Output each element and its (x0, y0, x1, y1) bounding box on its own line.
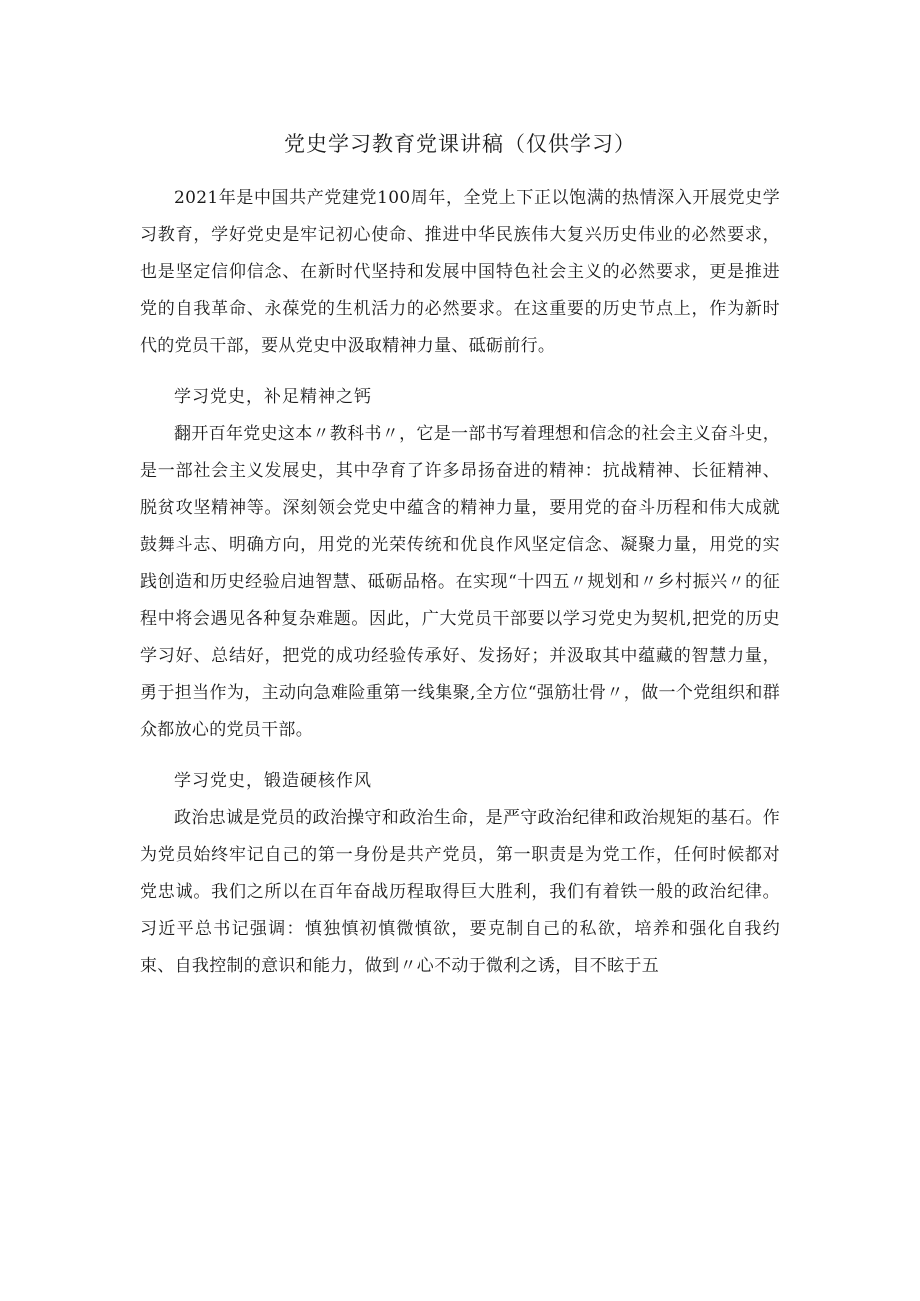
section-paragraph-spirit: 翻开百年党史这本〃教科书〃，它是一部书写着理想和信念的社会主义奋斗史，是一部社会主义发展史，其中孕育了许多昂扬奋进的精神：抗战精神、长征精神、脱贫攻坚精神等。深刻领会党史中蕴含的精神力量，要用党的奋斗历程和伟大成就鼓舞斗志、明确方向，用党的光荣传统和优良作风坚定信念、凝聚力量，用党的实践创造和历史经验启迪智慧、砥砺品格。在实现“十四五〃规划和〃乡村振兴〃的征程中将会遇见各种复杂难题。因此，广大党员干部要以学习党史为契机,把党的历史学习好、总结好，把党的成功经验传承好、发扬好；并汲取其中蕴藏的智慧力量，勇于担当作为，主动向急难险重第一线集聚,全方位“强筋壮骨〃，做一个党组织和群众都放心的党员干部。 (140, 424, 780, 740)
section-heading-style: 学习党史，锻造硬核作风 (174, 771, 372, 791)
section-heading-spirit: 学习党史，补足精神之钙 (174, 387, 372, 407)
intro-paragraph: 2021年是中国共产党建党100周年，全党上下正以饱满的热情深入开展党史学习教育，学好党史是牢记初心使命、推进中华民族伟大复兴历史伟业的必然要求，也是坚定信仰信念、在新时代坚持和发展中国特色社会主义的必然要求，更是推进党的自我革命、永葆党的生机活力的必然要求。在这重要的历史节点上，作为新时代的党员干部，要从党史中汲取精神力量、砥砺前行。 (140, 188, 780, 356)
section-paragraph-style: 政治忠诚是党员的政治操守和政治生命，是严守政治纪律和政治规矩的基石。作为党员始终牢记自己的第一身份是共产党员，第一职责是为党工作，任何时候都对党忠诚。我们之所以在百年奋战历程取得巨大胜利，我们有着铁一般的政治纪律。习近平总书记强调：慎独慎初慎微慎欲，要克制自己的私欲，培养和强化自我约束、自我控制的意识和能力，做到〃心不动于微利之诱，目不眩于五 (140, 808, 780, 976)
document-title: 党史学习教育党课讲稿（仅供学习） (284, 132, 636, 156)
document-body (140, 180, 780, 985)
